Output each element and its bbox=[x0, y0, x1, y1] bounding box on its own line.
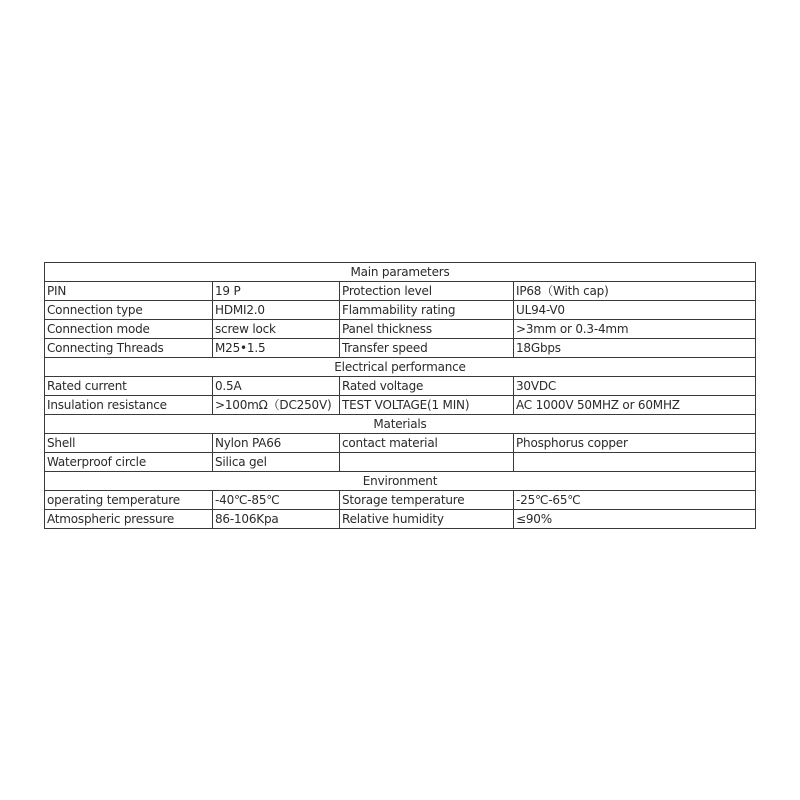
spec-table bbox=[44, 262, 756, 529]
param-value: Phosphorus copper bbox=[514, 434, 756, 453]
param-label: Connection mode bbox=[45, 320, 213, 339]
param-value: Nylon PA66 bbox=[213, 434, 340, 453]
param-label: Protection level bbox=[340, 282, 514, 301]
param-value: M25•1.5 bbox=[213, 339, 340, 358]
param-value: UL94-V0 bbox=[514, 301, 756, 320]
param-label: PIN bbox=[45, 282, 213, 301]
param-value: 86-106Kpa bbox=[213, 510, 340, 529]
param-label: Connection type bbox=[45, 301, 213, 320]
table-row bbox=[45, 510, 756, 529]
table-row bbox=[45, 301, 756, 320]
param-label: Atmospheric pressure bbox=[45, 510, 213, 529]
table-row bbox=[45, 377, 756, 396]
table-row bbox=[45, 339, 756, 358]
param-value: 19 P bbox=[213, 282, 340, 301]
param-value: >3mm or 0.3-4mm bbox=[514, 320, 756, 339]
param-label: TEST VOLTAGE(1 MIN) bbox=[340, 396, 514, 415]
param-value: HDMI2.0 bbox=[213, 301, 340, 320]
table-row bbox=[45, 491, 756, 510]
param-label: Relative humidity bbox=[340, 510, 514, 529]
section-title-environment: Environment bbox=[45, 472, 756, 491]
section-title-materials: Materials bbox=[45, 415, 756, 434]
param-label bbox=[340, 453, 514, 472]
section-header-row bbox=[45, 415, 756, 434]
param-label: Panel thickness bbox=[340, 320, 514, 339]
param-value: ≤90% bbox=[514, 510, 756, 529]
param-value: IP68（With cap) bbox=[514, 282, 756, 301]
param-value: 30VDC bbox=[514, 377, 756, 396]
param-value: 18Gbps bbox=[514, 339, 756, 358]
param-value: -25℃-65℃ bbox=[514, 491, 756, 510]
table-row bbox=[45, 453, 756, 472]
section-header-row bbox=[45, 263, 756, 282]
table-row bbox=[45, 434, 756, 453]
param-label: Shell bbox=[45, 434, 213, 453]
param-label: Waterproof circle bbox=[45, 453, 213, 472]
section-header-row bbox=[45, 472, 756, 491]
param-label: Storage temperature bbox=[340, 491, 514, 510]
param-value: -40℃-85℃ bbox=[213, 491, 340, 510]
param-value: 0.5A bbox=[213, 377, 340, 396]
section-title-main-parameters: Main parameters bbox=[45, 263, 756, 282]
param-value: AC 1000V 50MHZ or 60MHZ bbox=[514, 396, 756, 415]
section-header-row bbox=[45, 358, 756, 377]
table-row bbox=[45, 320, 756, 339]
param-value bbox=[514, 453, 756, 472]
param-value: >100mΩ（DC250V) bbox=[213, 396, 340, 415]
param-label: Rated current bbox=[45, 377, 213, 396]
param-label: Transfer speed bbox=[340, 339, 514, 358]
param-value: screw lock bbox=[213, 320, 340, 339]
param-value: Silica gel bbox=[213, 453, 340, 472]
param-label: Connecting Threads bbox=[45, 339, 213, 358]
param-label: operating temperature bbox=[45, 491, 213, 510]
table-row bbox=[45, 396, 756, 415]
param-label: Insulation resistance bbox=[45, 396, 213, 415]
section-title-electrical-performance: Electrical performance bbox=[45, 358, 756, 377]
param-label: contact material bbox=[340, 434, 514, 453]
param-label: Rated voltage bbox=[340, 377, 514, 396]
param-label: Flammability rating bbox=[340, 301, 514, 320]
table-row bbox=[45, 282, 756, 301]
